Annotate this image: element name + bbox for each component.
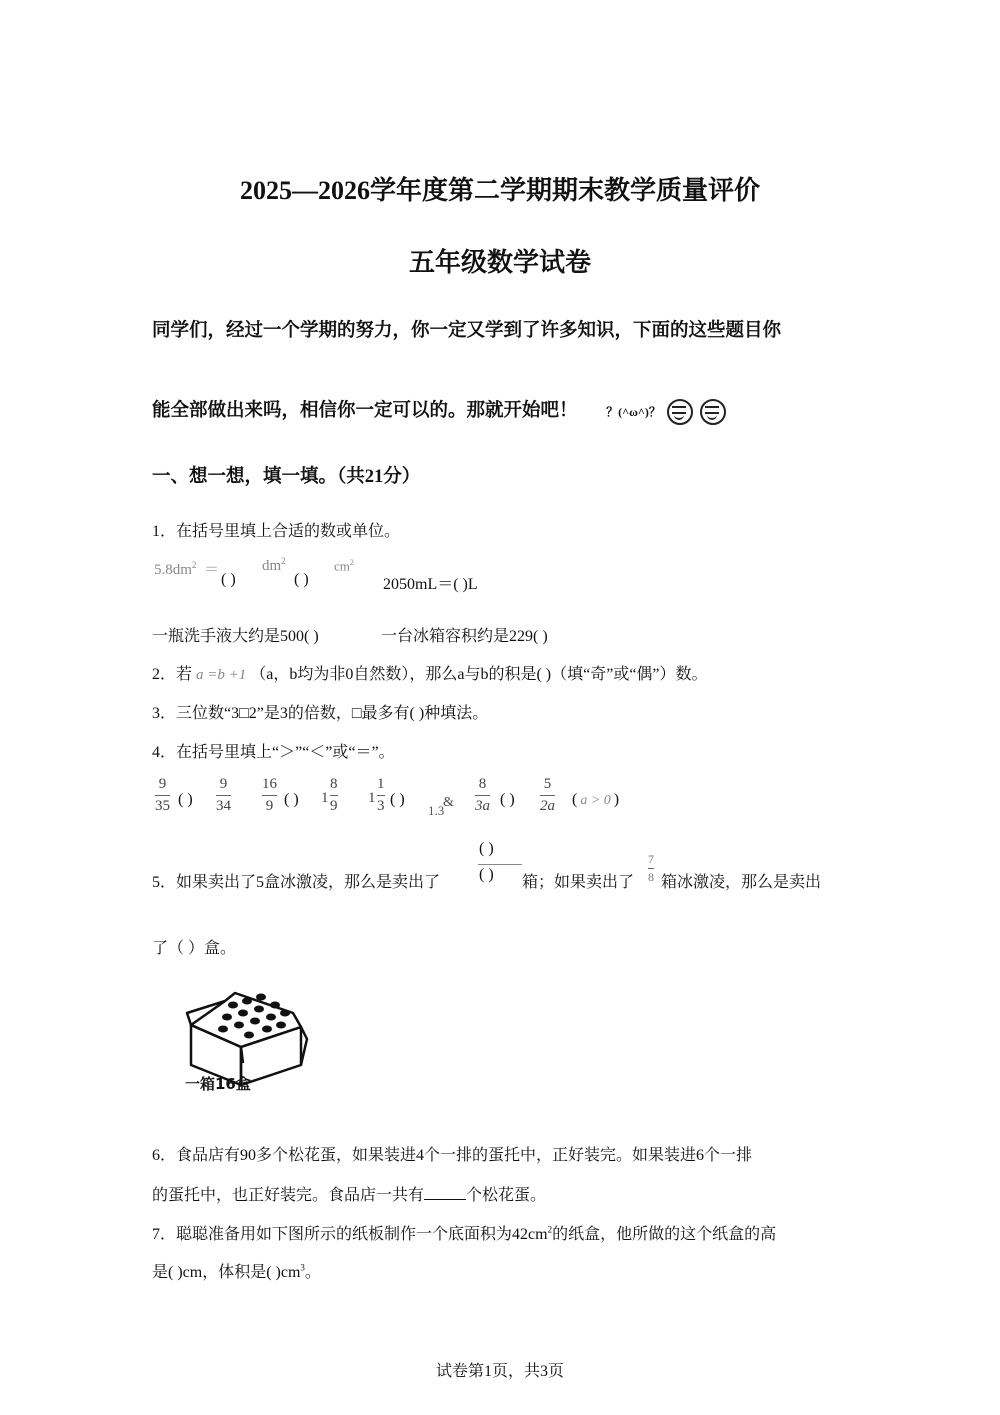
q4-decimal: 1.3 [428,803,445,818]
q4-f3-den: 9 [265,798,274,814]
q1-unit-cm2 [334,558,354,574]
q6-line2 [152,1182,546,1205]
box-caption: 一箱16盒 [185,1075,251,1093]
q4-fraction-3 [262,776,277,815]
q4-f1-den: 35 [155,798,170,814]
q4-f5-den: 3 [377,798,385,814]
q2-formula: a =b +1 [196,667,247,683]
q1-unit-cm2-text: cm [334,558,350,574]
q5-line1-suffix: 箱冰激凌，那么是卖出 [661,874,822,891]
q5-line1-prefix: 5．如果卖出了5盒冰激凌，那么是卖出了 [152,874,441,891]
q5-line1-middle: 箱；如果卖出了 [522,874,635,891]
q7-line2 [152,1259,321,1282]
emoticon: ？(^ω^)？ [606,405,661,419]
q4-blank-4[interactable]: ( ) [500,791,515,808]
q4-f5-num: 1 [377,776,385,792]
page-subtitle: 五年级数学试卷 [408,248,591,277]
q3-line: 3．三位数“3□2”是3的倍数，□最多有( )种填法。 [152,705,489,722]
q5-frac-den-blank[interactable]: ( ) [479,866,494,883]
intro-line-2 [152,396,726,425]
q6-line2-b: 个松花蛋。 [466,1187,547,1204]
q7-line1-b: 的纸盒，他所做的这个纸盒的高 [552,1226,777,1243]
q1-expr-left [154,558,219,579]
q4-fraction-1 [155,776,170,815]
q4-f7-den: 2a [540,798,555,814]
q5-frac-num-blank[interactable]: ( ) [479,840,494,857]
smiley-icon [667,399,693,425]
q4-condition: ( a > 0 ) [572,791,620,808]
q7-line2-a: 是( )cm，体积是( )cm [152,1264,301,1281]
q1-sup: 2 [191,560,197,570]
q6-line2-a: 的蛋托中，也正好装完。食品店一共有 [152,1187,425,1204]
q5-f-num: 7 [648,852,654,866]
q7-line1 [152,1221,776,1244]
q1-ml-expr: 2050mL＝( )L [383,576,478,593]
page-footer: 试卷第1页，共3页 [435,1363,564,1380]
q4-stem: 4．在括号里填上“＞”“＜”或“＝”。 [152,744,395,761]
q5-line2: 了（ ）盒。 [152,940,237,957]
q1-blank-1[interactable]: ( ) [221,571,236,588]
q4-blank-1[interactable]: ( ) [178,791,193,808]
q7-line1-a: 7．聪聪准备用如下图所示的纸板制作一个底面积为42cm [152,1226,548,1243]
q4-amp: & [443,795,454,810]
intro-line-2-text: 能全部做出来吗，相信你一定可以的。那就开始吧！ [152,401,578,421]
q1-expr-value: 5.8dm [154,562,192,578]
q4-f1-num: 9 [158,776,167,792]
q4-fraction-4 [330,776,338,815]
q1-stem: 1．在括号里填上合适的数或单位。 [152,523,401,540]
q4-f2-den: 34 [216,798,231,814]
q4-condition-text: a > 0 [580,793,611,808]
q4-f2-num: 9 [219,776,228,792]
q1-line2-a: 一瓶洗手液大约是500( ) [152,628,319,645]
ice-cream-box-image [183,985,313,1095]
smiley-icon [700,399,726,425]
q1-unit-dm2 [262,556,286,575]
q6-line1: 6．食品店有90多个松花蛋，如果装进4个一排的蛋托中，正好装完。如果装进6个一排 [152,1147,753,1164]
q4-f3-num: 16 [262,776,277,792]
q1-unit-cm2-sup: 2 [349,558,354,567]
q4-fraction-5 [377,776,385,815]
q7-line2-b: 。 [304,1264,321,1281]
intro-line-1: 同学们，经过一个学期的努力，你一定又学到了许多知识，下面的这些题目你 [152,321,782,341]
q7-sup2: 2 [547,1224,553,1235]
q4-f7-num: 5 [543,776,552,792]
q5-frac-bar [478,864,522,865]
q2-prefix: 2．若 [152,666,193,683]
q1-blank-2[interactable]: ( ) [294,571,309,588]
q7-sup3: 3 [300,1262,305,1273]
q4-f4-num: 8 [330,776,338,792]
q4-blank-2[interactable]: ( ) [284,791,299,808]
q2-line [152,661,708,684]
q2-suffix: （a，b均为非0自然数），那么a与b的积是( )（填“奇”或“偶”）数。 [250,666,708,683]
q5-f-den: 8 [648,870,654,884]
q1-unit-dm2-text: dm [262,558,282,574]
q1-unit-dm2-sup: 2 [281,556,286,566]
q6-blank[interactable] [424,1185,466,1200]
q1-line2-b: 一台冰箱容积约是229( ) [381,628,548,645]
q4-f6-num: 8 [478,776,487,792]
q4-f4-den: 9 [330,798,338,814]
q4-fraction-6 [475,776,490,815]
q1-eq: ＝ [204,562,220,578]
q4-whole-1: 1 [321,790,329,806]
section-heading: 一、想一想，填一填。（共21分） [152,467,421,487]
q4-fraction-2 [216,776,231,815]
q4-whole-2: 1 [368,790,376,806]
q5-fraction [648,853,654,884]
q4-blank-3[interactable]: ( ) [390,791,405,808]
page-title: 2025—2026学年度第二学期期末教学质量评价 [239,176,760,205]
q4-f6-den: 3a [475,798,490,814]
q4-fraction-7 [540,776,555,815]
